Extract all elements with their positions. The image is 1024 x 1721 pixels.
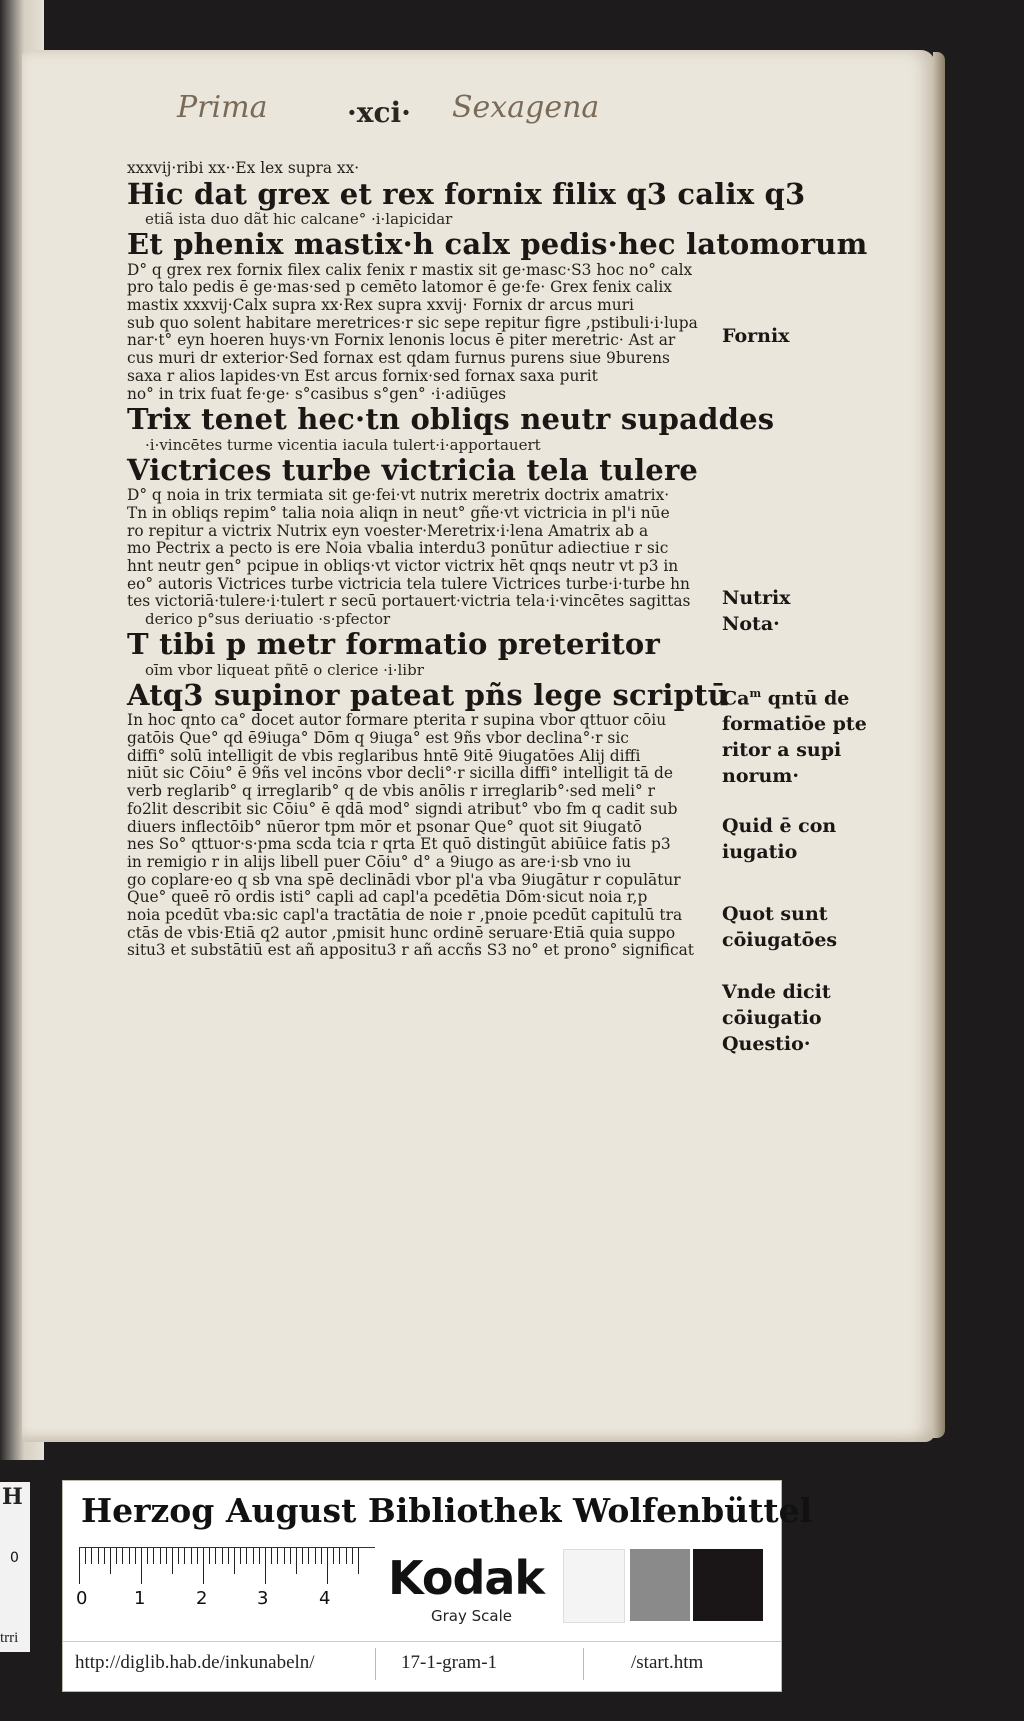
commentary-line: no° in trix fuat fe·ge· s°casibus s°gen° ·i·adiūges [127, 384, 507, 403]
ruler-tick [215, 1548, 216, 1564]
commentary-line: D° q noia in trix termiata sit ge·fei·vt nutrix meretrix doctrix amatrix· [127, 486, 670, 505]
running-head [147, 90, 647, 140]
ruler-tick [166, 1548, 167, 1564]
ruler-tick [135, 1548, 136, 1564]
interlinear-gloss: derico p°sus deriuatio ·s·pfector [145, 610, 391, 629]
neighbor-card-url: trri [0, 1630, 19, 1646]
url-tail: /start.htm [631, 1652, 704, 1673]
ruler-tick [308, 1548, 309, 1564]
verse-line: Victrices turbe victricia tela tulere [127, 452, 699, 487]
commentary-line: xxxvij·ribi xx··Ex lex supra xx· [127, 159, 360, 177]
ruler-tick [352, 1548, 353, 1564]
running-head-right: Sexagena [452, 90, 600, 125]
margin-note: Quot sunt [722, 903, 828, 925]
margin-note: Quid ē con [722, 815, 837, 837]
ruler-tick [253, 1548, 254, 1564]
ruler-tick [85, 1548, 86, 1564]
ruler-tick [327, 1548, 328, 1584]
commentary-line: sub quo solent habitare meretrices·r sic sepe repitur figre ,pstibuli·i·lupa [127, 313, 698, 332]
ruler-tick [147, 1548, 148, 1564]
ruler-tick [358, 1548, 359, 1574]
ruler-number: 0 [76, 1588, 88, 1609]
verse-line: T tibi p metr formatio preteritor [127, 627, 660, 662]
verse-line: Hic dat grex et rex fornix filix q3 calix q3 [127, 176, 806, 211]
ruler-number: 2 [196, 1588, 208, 1609]
commentary-line: noia pcedūt vba:sic capl'a tractātia de noie r ,pnoie pcedūt capitulū tra [127, 906, 683, 925]
commentary-line: diuers inflectōib° nūeror tpm mōr et psonar Que° quot sit 9iugatō [127, 817, 642, 836]
ruler-tick [284, 1548, 285, 1564]
margin-note: formatiōe pte [722, 713, 867, 735]
ruler-tick [234, 1548, 235, 1574]
ruler-tick [240, 1548, 241, 1564]
ruler-tick [346, 1548, 347, 1564]
white-swatch [563, 1549, 625, 1623]
book-page [22, 50, 935, 1442]
margin-note: norum· [722, 765, 800, 787]
neighbor-target-card [0, 1482, 30, 1652]
kodak-logo: Kodak [388, 1551, 544, 1605]
ruler-tick [296, 1548, 297, 1574]
commentary-line: D° q grex rex fornix filex calix fenix r mastix sit ge·masc·S3 hoc no° calx [127, 260, 693, 279]
ruler-tick [184, 1548, 185, 1564]
ruler-tick [259, 1548, 260, 1564]
commentary-line: pro talo pedis ē ge·mas·sed p cemēto latomor ē ge·fe· Grex fenix calix [127, 278, 672, 297]
ruler-tick [160, 1548, 161, 1564]
commentary-line: tes victoriā·tulere·i·tulert r secū portauert·victria tela·i·vincētes sagittas [127, 592, 691, 611]
ruler-tick [277, 1548, 278, 1564]
commentary-line: ro repitur a victrix Nutrix eyn voester·Meretrix·i·lena Amatrix ab a [127, 521, 649, 540]
neighbor-card-zero: 0 [10, 1550, 19, 1566]
ruler-tick [110, 1548, 111, 1574]
margin-note: Nota· [722, 613, 780, 635]
url-divider [583, 1648, 584, 1680]
margin-note: iugatio [722, 841, 798, 863]
ruler-number: 4 [319, 1588, 331, 1609]
ruler-tick [265, 1548, 266, 1584]
margin-note: Nutrix [722, 587, 791, 609]
ruler-tick [178, 1548, 179, 1564]
commentary-line: hnt neutr gen° pcipue in obliqs·vt victor victrix hēt qnqs neutr vt p3 in [127, 557, 679, 576]
commentary-line: eo° autoris Victrices turbe victricia tela tulere Victrices turbe·i·turbe hn [127, 574, 690, 593]
verse-line: Atq3 supinor pateat pñs lege scriptū [127, 677, 729, 712]
page-edge [933, 52, 945, 1438]
commentary-line: go coplare·eo q sb vna spē declinādi vbor pl'a vba 9iugātur r copulātur [127, 870, 681, 889]
commentary-line: saxa r alios lapides·vn Est arcus fornix·sed fornax saxa purit [127, 366, 598, 385]
commentary-line: situ3 et substātiū est añ appositu3 r añ accñs S3 no° et prono° significat [127, 941, 694, 960]
ruler-tick [129, 1548, 130, 1564]
ruler-tick [98, 1548, 99, 1564]
ruler-tick [339, 1548, 340, 1564]
ruler-tick [116, 1548, 117, 1564]
ruler-tick [197, 1548, 198, 1564]
ruler-tick [153, 1548, 154, 1564]
ruler-tick [271, 1548, 272, 1564]
ruler-tick [91, 1548, 92, 1564]
commentary-line: mo Pectrix a pecto is ere Noia vbalia interdu3 ponūtur adiectiue r sic [127, 539, 669, 558]
ruler-tick [172, 1548, 173, 1574]
interlinear-gloss: etiã ista duo dãt hic calcane° ·i·lapicidar [145, 210, 453, 229]
ruler-tick [321, 1548, 322, 1564]
commentary-line: nes So° qttuor·s·pma scda tcia r qrta Et quō distingūt abiūice fatis p3 [127, 835, 671, 854]
commentary-line: Que° queē rō ordis isti° capli ad capl'a pcedētia Dōm·sicut noia r,p [127, 888, 648, 907]
ruler-tick [302, 1548, 303, 1564]
commentary-line: ctās de vbis·Etiā q2 autor ,pmisit hunc ordinē seruare·Etiā quia suppo [127, 923, 676, 942]
url-id: 17-1-gram-1 [401, 1652, 498, 1673]
commentary-line: nar·t° eyn hoeren huys·vn Fornix lenonis locus ē piter meretric· Ast ar [127, 331, 676, 350]
margin-note: Ca$^m$ qntū de [722, 687, 850, 710]
verse-line: Et phenix mastix·h calx pedis·hec latomorum [127, 227, 868, 262]
grayscale-label: Gray Scale [431, 1607, 512, 1625]
ruler-tick [246, 1548, 247, 1564]
url-divider [375, 1648, 376, 1680]
margin-note: Questio· [722, 1033, 811, 1055]
margin-note: cōiugatōes [722, 929, 838, 951]
ruler-tick [315, 1548, 316, 1564]
library-name: Herzog August Bibliothek Wolfenbüttel [81, 1491, 813, 1530]
commentary-line: in remigio r in alijs libell puer Cōiu° d° a 9iugo as are·i·sb vno iu [127, 852, 632, 871]
verse-line: Trix tenet hec·tn obliqs neutr supaddes [127, 402, 775, 437]
commentary-line: verb reglarib° q irreglarib° q de vbis anōlis r irreglarib°·sed meli° r [127, 782, 655, 801]
url-base: http://diglib.hab.de/inkunabeln/ [75, 1652, 315, 1673]
black-swatch [693, 1549, 763, 1621]
ruler-number: 1 [134, 1588, 146, 1609]
scale-ruler [76, 1547, 375, 1620]
ruler-tick [141, 1548, 142, 1584]
ruler-tick [333, 1548, 334, 1564]
ruler-tick [222, 1548, 223, 1564]
folio-number: ·xci· [347, 96, 411, 129]
ruler-tick [228, 1548, 229, 1564]
gray-swatch [630, 1549, 690, 1621]
neighbor-card-letter: H [2, 1484, 23, 1510]
interlinear-gloss: oīm vbor liqueat pñtē o clerice ·i·libr [145, 660, 424, 679]
ruler-tick [122, 1548, 123, 1564]
running-head-left: Prima [177, 90, 268, 125]
margin-note: Vnde dicit [722, 981, 831, 1003]
ruler-tick [79, 1548, 80, 1584]
ruler-tick [203, 1548, 204, 1584]
commentary-line: diffi° solū intelligit de vbis reglaribus hntē 9itē 9iugatōes Alij diffi [127, 746, 641, 765]
margin-note: Fornix [722, 325, 790, 347]
ruler-tick [209, 1548, 210, 1564]
color-target-card [62, 1480, 813, 1692]
ruler-tick [290, 1548, 291, 1564]
interlinear-gloss: ·i·vincētes turme vicentia iacula tulert·i·apportauert [145, 435, 541, 454]
margin-note: ritor a supi [722, 739, 842, 761]
commentary-line: fo2lit describit sic Cōiu° ē qdā mod° signdi atribut° vbo fm q cadit sub [127, 799, 678, 818]
commentary-line: In hoc qnto ca° docet autor formare pterita r supina vbor qttuor cōiu [127, 711, 667, 730]
margin-note: cōiugatio [722, 1007, 822, 1029]
ruler-tick [191, 1548, 192, 1564]
url-row [63, 1641, 781, 1686]
commentary-line: mastix xxxvij·Calx supra xx·Rex supra xxvij· Fornix dr arcus muri [127, 296, 634, 315]
ruler-number: 3 [257, 1588, 269, 1609]
commentary-line: Tn in obliqs repim° talia noia aliqn in neut° gñe·vt victricia in pl'i nūe [127, 503, 670, 522]
commentary-line: niūt sic Cōiu° ē 9ñs vel incōns vbor decli°·r sicilla diffi° intelligit tā de [127, 764, 673, 783]
commentary-line: cus muri dr exterior·Sed fornax est qdam furnus purens siue 9burens [127, 349, 670, 368]
ruler-tick [104, 1548, 105, 1564]
commentary-line: gatōis Que° qd ē9iuga° Dōm q 9iuga° est 9ñs vbor declina°·r sic [127, 729, 629, 748]
